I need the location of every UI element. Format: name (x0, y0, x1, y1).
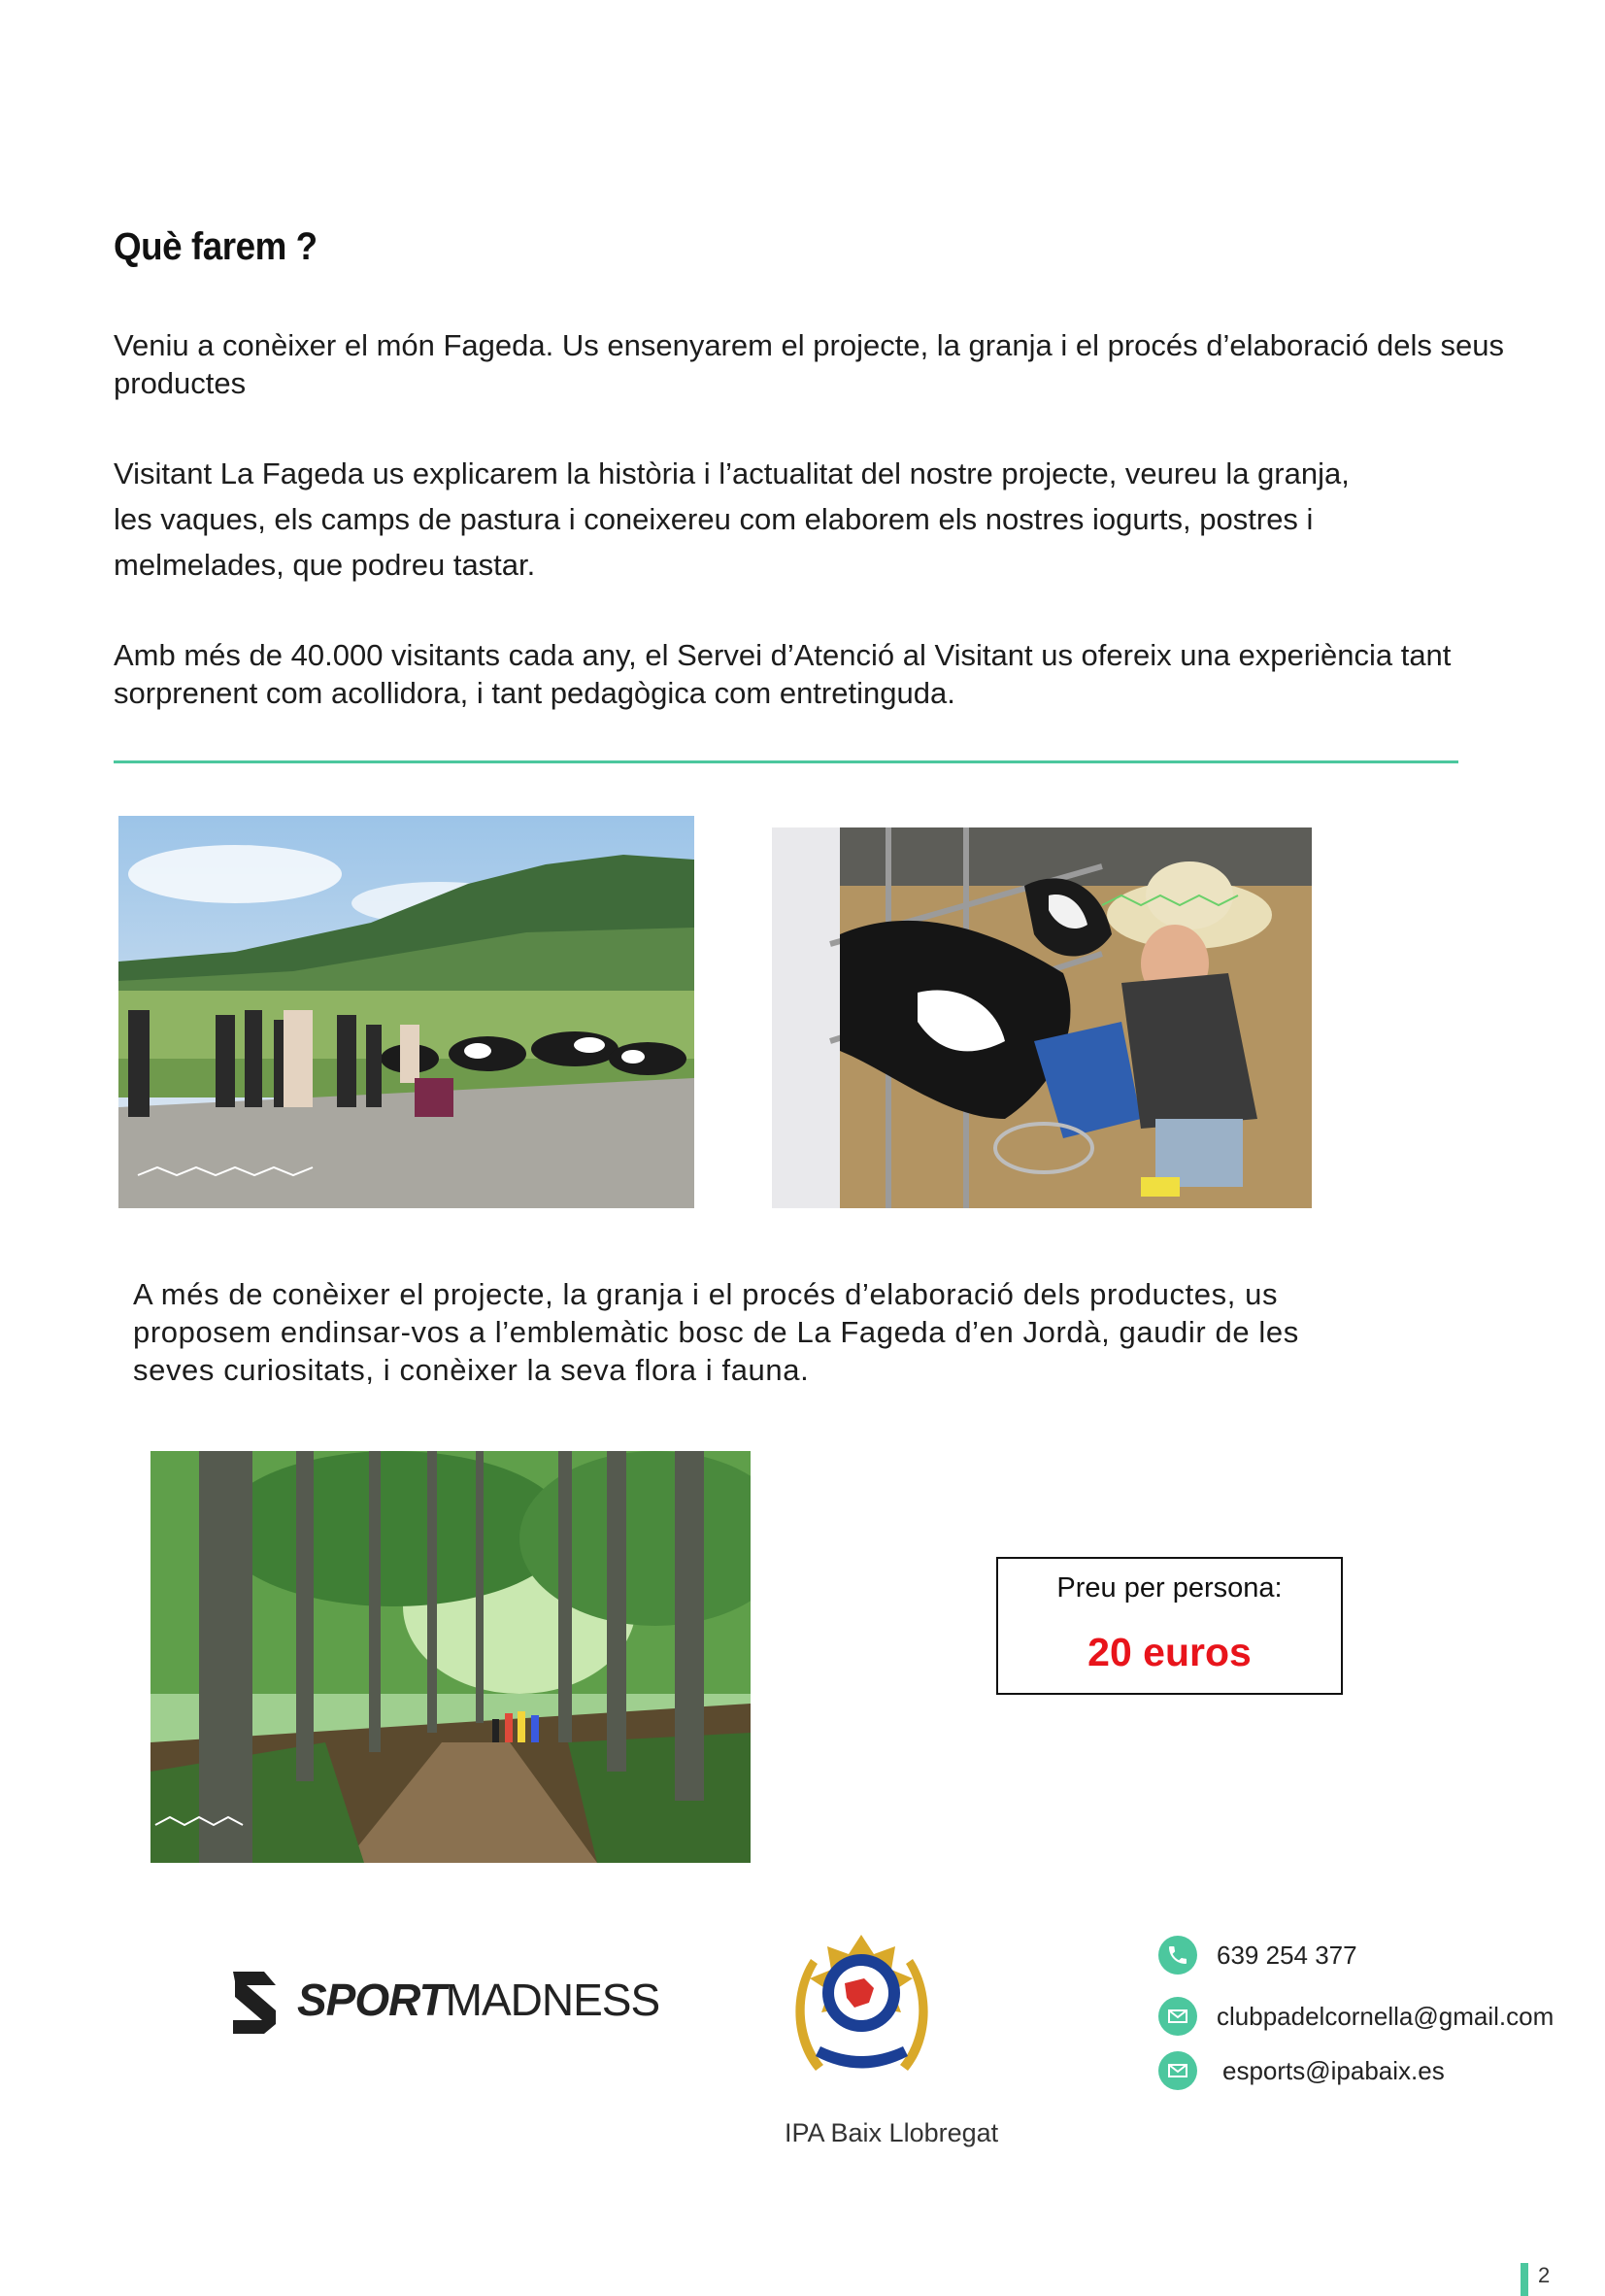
email-club: clubpadelcornella@gmail.com (1217, 2001, 1555, 2031)
phone-number: 639 254 377 (1217, 1940, 1357, 1970)
photo-child-calves (772, 827, 1312, 1208)
contact-email-club[interactable] (1158, 1995, 1554, 2038)
sportmadness-bold: SPORT (297, 1975, 446, 2025)
intro-paragraph: Veniu a conèixer el món Fageda. Us ensenyarem el projecte, la granja i el procés d’elaboració dels seus productes (114, 328, 1504, 400)
contact-email-ipa[interactable] (1158, 2049, 1445, 2092)
price-label: Preu per persona: (1056, 1572, 1283, 1604)
photo-visitors-cows (118, 816, 694, 1208)
price-box (996, 1557, 1343, 1695)
page-marker (1521, 2263, 1528, 2296)
forest-line: A més de conèixer el projecte, la granja i el procés d’elaboració dels productes, us (133, 1277, 1279, 1311)
photo-forest (150, 1451, 751, 1863)
ipa-emblem (777, 1925, 947, 2095)
page-title: Què farem ? (114, 225, 318, 268)
visit-line: Visitant La Fageda us explicarem la història i l’actualitat del nostre projecte, veureu la granja, (114, 456, 1350, 490)
email-icon (1158, 2051, 1197, 2090)
visitors-paragraph: Amb més de 40.000 visitants cada any, el Servei d’Atenció al Visitant us ofereix una experiència tant sorprenent com acollidora, i tant pedagògica com entretinguda. (114, 638, 1452, 710)
ipa-label: IPA Baix Llobregat (785, 2118, 999, 2147)
forest-paragraph (133, 1275, 1395, 1389)
visit-line: melmelades, que podreu tastar. (114, 548, 536, 582)
page-number: 2 (1538, 2263, 1551, 2287)
phone-icon (1158, 1936, 1197, 1975)
price-value: 20 euros (1087, 1630, 1252, 1674)
sportmadness-wordmark (297, 1974, 659, 2026)
sportmadness-emblem-icon (229, 1968, 284, 2038)
visit-line: les vaques, els camps de pastura i coneixereu com elaborem els nostres iogurts, postres i (114, 502, 1314, 536)
sportmadness-light: MADNESS (445, 1975, 660, 2025)
visit-paragraph (114, 451, 1551, 588)
email-ipa: esports@ipabaix.es (1222, 2055, 1445, 2085)
section-divider (114, 760, 1458, 763)
sportmadness-logo (229, 1968, 660, 2038)
contact-phone[interactable] (1158, 1934, 1357, 1976)
forest-line: seves curiositats, i conèixer la seva flora i fauna. (133, 1353, 810, 1387)
forest-line: proposem endinsar-vos a l’emblemàtic bosc de La Fageda d’en Jordà, gaudir de les (133, 1315, 1299, 1349)
email-icon (1158, 1997, 1197, 2036)
